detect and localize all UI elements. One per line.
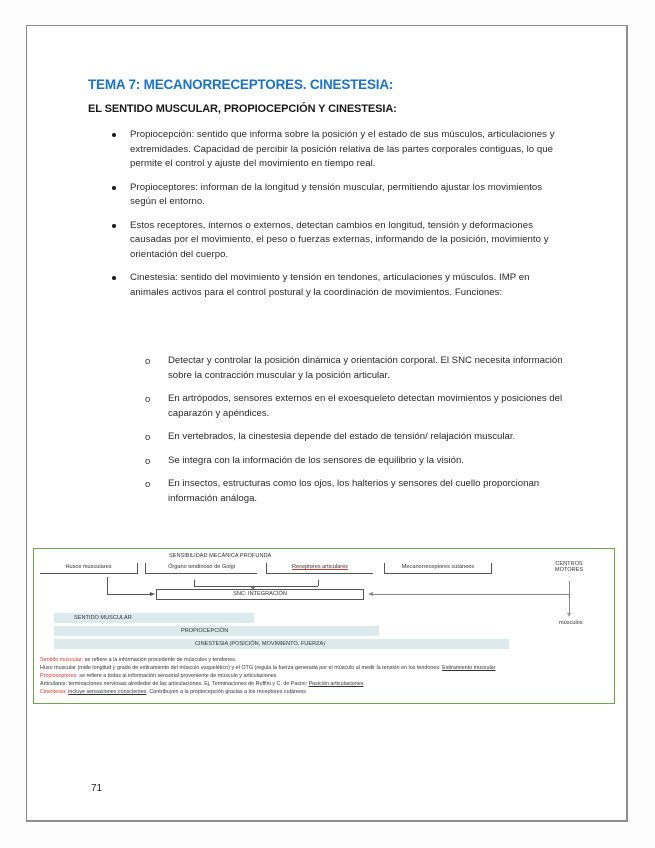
list-item-text: Estos receptores, internos o externos, detectan cambios en longitud, tensión y deformaciones causadas por el movimiento, el peso o fuerzas externas, informando de la posición, movimiento y orientación del cuerpo. (130, 219, 549, 260)
mechanoreception-diagram (33, 548, 615, 704)
circle-bullet-icon: o (145, 432, 151, 443)
sub-list-item-text: En vertebrados, la cinestesia depende del estado de tensión/ relajación muscular. (168, 431, 516, 442)
sub-list-item-text: En insectos, estructuras como los ojos, los halterios y sensores del cuello proporcionan información análoga. (168, 478, 540, 504)
box-mecanorreceptores-cutaneos: Mecanorreceptores cutáneos (384, 563, 492, 574)
note-articulares: Articulares: terminaciones nerviosas alrededor de las articulaciones. Ej. Terminaciones de Ruffini y C. de Pacini: Posición articulaciones (40, 681, 364, 687)
arrow-down-icon (567, 613, 571, 617)
box-organo-golgi: Órgano tendinoso de Golgi (145, 563, 257, 574)
list-item (110, 271, 560, 300)
bullet-icon (112, 133, 116, 137)
bullet-icon (112, 186, 116, 190)
note-sentido-muscular: Sentido muscular: se refiere a la información procedente de músculos y tendones. (40, 657, 237, 663)
connector-line (194, 586, 318, 587)
box-snc-integracion: SNC: INTEGRACIÓN (156, 589, 364, 600)
circle-bullet-icon: o (145, 455, 151, 467)
list-item-text: Cinestesia: sentido del movimiento y tensión en tendones, articulaciones y músculos. IMP en animales activos para el control postural y la coordinación de movimientos. Funciones: (130, 272, 530, 298)
sub-list-item (143, 477, 563, 506)
sub-list-item (143, 430, 563, 445)
note-propioceptores: Propioceptores: se refiere a todas al información sensorial proveniente de músculo y articulaciones (40, 673, 277, 679)
sub-list-item-text: Se integra con la información de los sensores de equilibrio y la visión. (168, 454, 464, 466)
section-heading: EL SENTIDO MUSCULAR, PROPIOCEPCIÓN Y CINESTESIA: (88, 103, 397, 115)
circle-bullet-icon: o (145, 356, 151, 367)
muscles-label: músculos (559, 620, 583, 626)
circle-bullet-icon: o (145, 394, 151, 405)
sub-list-item (143, 354, 563, 383)
connector-line (318, 580, 319, 586)
connector-line (371, 594, 569, 595)
connector-line (107, 594, 152, 595)
bullet-icon (112, 224, 116, 228)
page-number: 71 (91, 783, 103, 794)
bar-cinestesia: CINESTESIA (POSICIÓN, MOVIMIENTO, FUERZA) (54, 639, 509, 649)
bar-sentido-muscular: SENTIDO MUSCULAR (54, 613, 254, 623)
list-item (110, 219, 560, 263)
sub-list-item-text: Detectar y controlar la posición dinámica y orientación corporal. El SNC necesita información sobre la contracción muscular y la posición articular. (168, 355, 563, 381)
diagram-header: SENSIBILIDAD MECÁNICA PROFUNDA (169, 553, 272, 559)
sub-list-item-text: En artrópodos, sensores externos en el exoesqueleto detectan movimientos y posiciones del caparazón y apéndices. (168, 393, 563, 419)
arrow-left-icon (368, 592, 373, 596)
sub-list-item (143, 392, 563, 421)
bar-propiocepcion: PROPIOCEPCIÓN (54, 626, 379, 636)
list-item-text: Propioceptores: informan de la longitud y tensión muscular, permitiendo ajustar los movimientos según el entorno. (130, 181, 543, 207)
bullet-icon (112, 276, 116, 280)
list-item-text: Propiocepción: sentido que informa sobre la posición y el estado de sus músculos, articulaciones y extremidades. Capacidad de percibir la posición relativa de las partes corporales contiguas, lo que permite el control y ajuste del movimiento en tiempo real. (130, 129, 555, 169)
list-item (110, 181, 560, 210)
list-item (110, 128, 560, 172)
circle-bullet-icon: o (145, 479, 151, 490)
box-husos-musculares: Husos musculares (40, 563, 138, 574)
connector-line (107, 577, 108, 594)
box-receptores-articulares: Receptores articulares (266, 563, 373, 574)
page-title: TEMA 7: MECANORRECEPTORES. CINESTESIA: (88, 77, 394, 92)
note-cinestesia: Cinestesia: incluye sensaciones conscientes. Contribuyen a la propiocepción gracias a los receptores cutáneos (40, 689, 306, 695)
connector-line (569, 581, 570, 615)
sub-bullet-list (143, 354, 563, 515)
bullet-list (110, 128, 560, 309)
sub-list-item (143, 454, 563, 469)
arrow-right-icon (150, 592, 155, 596)
motor-centers-label: CENTROS MOTORES (554, 561, 584, 573)
note-huso-muscular: Huso muscular (mide longitud y grado de estiramiento del músculo esquelético) y el OTG (regula la fuerza generada por el músculo al medir la tensión en los tendones: Estiramiento muscular (40, 665, 496, 671)
